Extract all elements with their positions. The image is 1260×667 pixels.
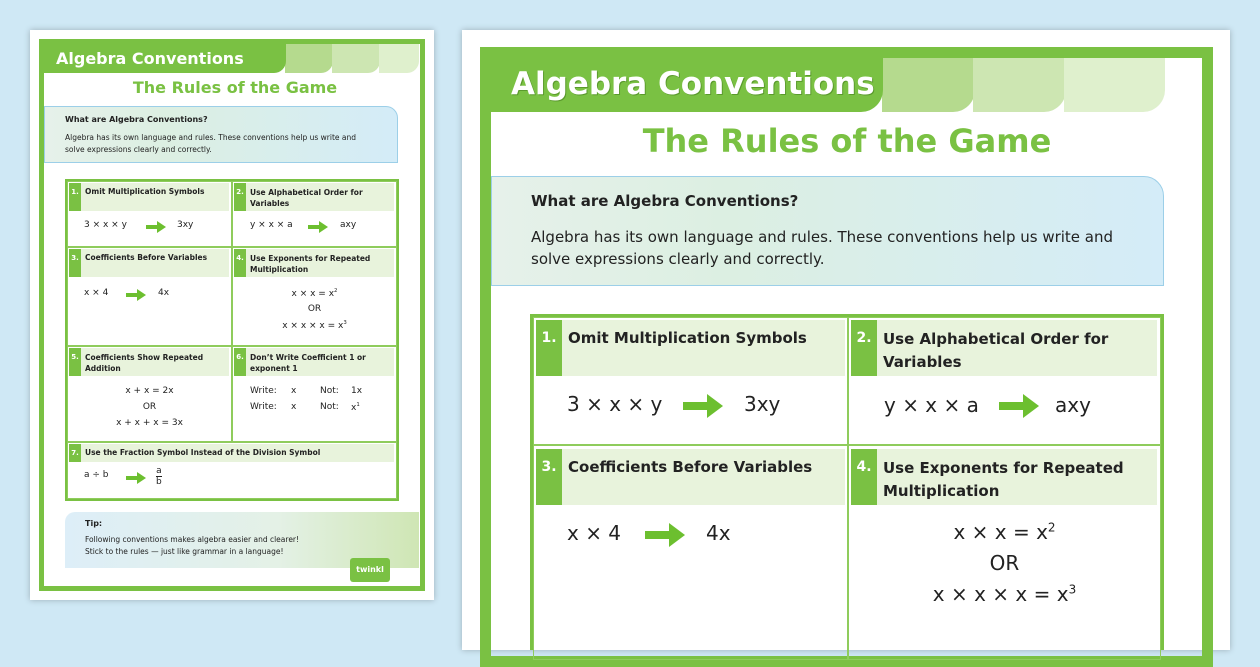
tip-heading: Tip: — [85, 519, 103, 528]
thumbnail-intro-line1: Algebra has its own language and rules. These conventions help us write and — [65, 133, 357, 142]
rule-example — [848, 582, 1161, 606]
rule-title-line: Variables — [883, 353, 962, 371]
not-label: Not: — [320, 402, 339, 412]
rule-result: axy — [1055, 393, 1091, 417]
thumbnail-rule-title-line: exponent 1 — [250, 364, 298, 373]
thumbnail-rule-example: 3 × x × y — [84, 220, 127, 230]
write-label: Write: — [250, 402, 277, 412]
thumbnail-rule-title-line: Use Exponents for Repeated — [250, 254, 371, 263]
rule-number: 4. — [851, 449, 877, 505]
arrow-right-icon — [308, 221, 328, 233]
thumbnail-rule-title-line: Use Alphabetical Order for — [250, 188, 363, 197]
thumbnail-rule-number: 1. — [69, 183, 81, 211]
exponent: 3 — [1068, 582, 1077, 597]
banner-tab — [973, 58, 1066, 112]
write-value: x — [291, 402, 297, 412]
thumbnail-rule-title-line: Addition — [85, 364, 121, 373]
not-value — [351, 402, 360, 413]
denominator: b — [156, 477, 162, 487]
equation-text: x — [351, 403, 357, 413]
rule-number: 1. — [536, 320, 562, 376]
write-value: x — [291, 386, 297, 396]
thumbnail-rule-example — [232, 288, 397, 299]
exponent: 2 — [1047, 520, 1056, 535]
intro-heading: What are Algebra Conventions? — [531, 192, 799, 210]
intro-line2: solve expressions clearly and correctly. — [531, 250, 825, 268]
banner-tab — [882, 58, 975, 112]
thumbnail-rule-title: Omit Multiplication Symbols — [81, 183, 229, 211]
thumbnail-rule-example: x + x + x = 3x — [116, 418, 183, 428]
exponent: 1 — [356, 402, 360, 408]
thumbnail-rule-number: 6. — [234, 348, 246, 376]
rule-title: Omit Multiplication Symbols — [562, 320, 845, 376]
or-label: OR — [142, 402, 157, 412]
thumbnail-rule-title-line: Variables — [250, 199, 290, 208]
rule-title — [877, 320, 1157, 376]
twinkl-logo: twinkl — [350, 558, 390, 582]
thumbnail-rule-title: Use the Fraction Symbol Instead of the Division Symbol — [81, 444, 394, 462]
thumbnail-subtitle: The Rules of the Game — [132, 78, 338, 97]
arrow-right-icon — [683, 394, 723, 418]
rule-example: x × 4 — [567, 521, 622, 545]
arrow-right-icon — [645, 523, 685, 547]
rule-title: Coefficients Before Variables — [562, 449, 845, 505]
thumbnail-rule-number: 4. — [234, 249, 246, 277]
thumbnail-rule-example: y × x × a — [250, 220, 293, 230]
rule-number: 3. — [536, 449, 562, 505]
thumbnail-rule-number: 2. — [234, 183, 246, 211]
thumbnail-rule-number: 3. — [69, 249, 81, 277]
thumbnail-rule-example: x × 4 — [84, 288, 109, 298]
rule-example — [848, 520, 1161, 544]
poster-thumbnail — [30, 30, 434, 600]
arrow-right-icon — [146, 221, 166, 233]
write-label: Write: — [250, 386, 277, 396]
arrow-right-icon — [999, 394, 1039, 418]
rule-result: 4x — [706, 521, 731, 545]
thumbnail-rule-title — [246, 348, 394, 376]
banner-tab — [1064, 58, 1165, 112]
banner-tab — [332, 44, 380, 73]
tip-line: Stick to the rules — just like grammar in a language! — [85, 547, 284, 556]
exponent: 2 — [334, 288, 338, 294]
rule-title-line: Use Exponents for Repeated — [883, 459, 1124, 477]
banner-title: Algebra Conventions — [491, 58, 883, 112]
exponent: 3 — [343, 320, 347, 326]
rule-title-line: Use Alphabetical Order for — [883, 330, 1109, 348]
thumbnail-rule-title-line: Coefficients Show Repeated — [85, 353, 204, 362]
thumbnail-rule-title — [246, 249, 394, 277]
thumbnail-rule-title-line: Multiplication — [250, 265, 309, 274]
thumbnail-intro-box — [44, 106, 398, 163]
thumbnail-rule-title-line: Don’t Write Coefficient 1 or — [250, 353, 366, 362]
fraction — [156, 466, 162, 487]
thumbnail-rule-example: x + x = 2x — [125, 386, 174, 396]
thumbnail-intro-line2: solve expressions clearly and correctly. — [65, 145, 212, 154]
thumbnail-rule-number: 5. — [69, 348, 81, 376]
not-value: 1x — [351, 386, 363, 396]
thumbnail-rule-example — [232, 320, 397, 331]
rule-example: 3 × x × y — [567, 392, 663, 416]
not-label: Not: — [320, 386, 339, 396]
poster-zoomed — [462, 30, 1230, 650]
thumbnail-banner-title: Algebra Conventions — [44, 44, 286, 73]
rule-title-line: Multiplication — [883, 482, 1000, 500]
or-label: OR — [307, 304, 322, 314]
page-subtitle: The Rules of the Game — [642, 122, 1052, 160]
rule-number: 2. — [851, 320, 877, 376]
equation-text: x × x × x = x — [282, 321, 344, 331]
thumbnail-rule-title — [81, 348, 229, 376]
equation-text: x × x × x = x — [932, 582, 1069, 606]
banner-tab — [285, 44, 333, 73]
arrow-right-icon — [126, 289, 146, 301]
thumbnail-rule-example: a ÷ b — [84, 470, 109, 480]
thumbnail-intro-heading: What are Algebra Conventions? — [65, 115, 208, 124]
thumbnail-rule-result: axy — [340, 220, 357, 230]
banner-tab — [379, 44, 419, 73]
equation-text: x × x = x — [953, 520, 1048, 544]
or-label: OR — [989, 551, 1020, 575]
thumbnail-rule-title: Coefficients Before Variables — [81, 249, 229, 277]
thumbnail-rule-result: 3xy — [177, 220, 194, 230]
thumbnail-rule-result: 4x — [158, 288, 170, 298]
tip-line: Following conventions makes algebra easier and clearer! — [85, 535, 300, 544]
arrow-right-icon — [126, 472, 146, 484]
intro-line1: Algebra has its own language and rules. These conventions help us write and — [531, 228, 1114, 246]
equation-text: x × x = x — [291, 289, 335, 299]
thumbnail-rule-title — [246, 183, 394, 211]
intro-box — [491, 176, 1164, 286]
thumbnail-rule-number: 7. — [69, 444, 81, 462]
rule-example: y × x × a — [884, 393, 979, 417]
numerator: a — [156, 466, 162, 476]
rule-title — [877, 449, 1157, 505]
rule-result: 3xy — [744, 392, 781, 416]
